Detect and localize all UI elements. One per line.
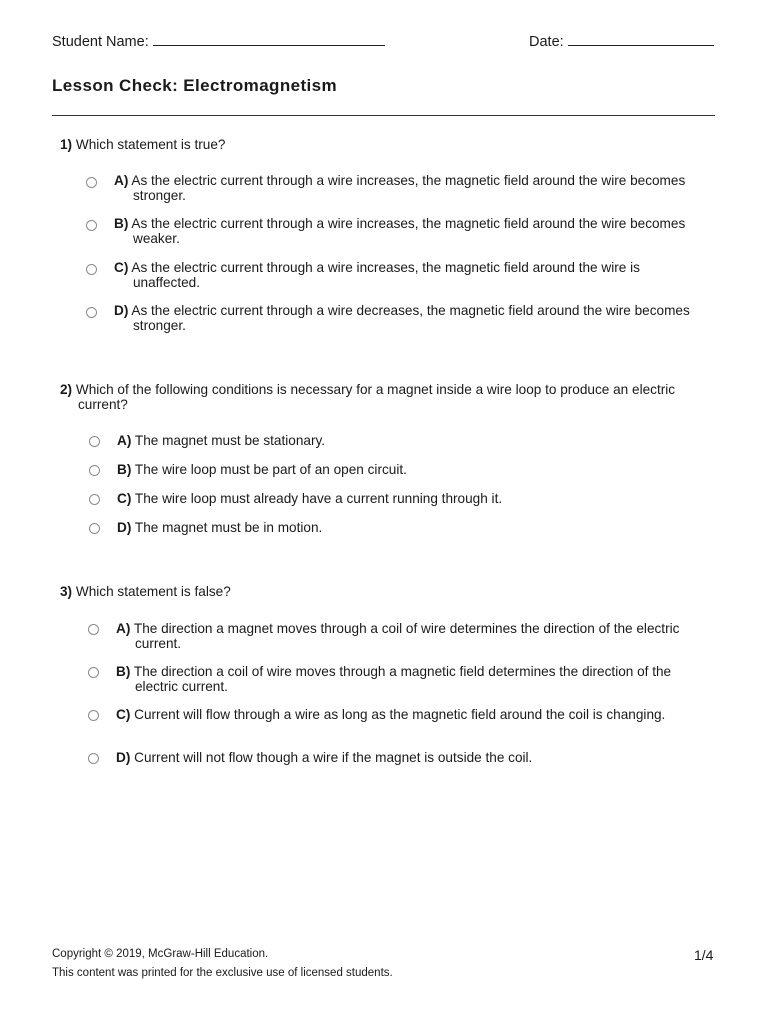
date-field[interactable] [568,31,714,46]
radio-q1-d[interactable] [86,307,97,318]
question-3 [60,584,710,599]
option-q1-a[interactable]: A) As the electric current through a wire increases, the magnetic field around the wire becomes stronger. [114,173,686,203]
option-q1-d[interactable]: D) As the electric current through a wire decreases, the magnetic field around the wire becomes stronger. [114,303,690,333]
option-q2-b[interactable]: B) The wire loop must be part of an open circuit. [117,462,407,477]
radio-q2-b[interactable] [89,465,100,476]
option-q3-b[interactable]: B) The direction a coil of wire moves through a magnetic field determines the direction of the electric current. [116,664,672,694]
radio-q3-d[interactable] [88,753,99,764]
page-number: 1/4 [694,947,714,963]
student-name-field[interactable] [153,31,385,46]
footer-copyright: Copyright © 2019, McGraw-Hill Education. [52,948,269,960]
radio-q2-d[interactable] [89,523,100,534]
option-q2-a[interactable]: A) The magnet must be stationary. [117,433,326,448]
radio-q3-b[interactable] [88,667,99,678]
radio-q1-a[interactable] [86,177,97,188]
option-q2-c[interactable]: C) The wire loop must already have a current running through it. [117,491,503,506]
radio-q2-a[interactable] [89,436,100,447]
option-q1-b[interactable]: B) As the electric current through a wire increases, the magnetic field around the wire becomes weaker. [114,216,686,246]
question-text: 3) Which statement is false? [60,584,231,599]
date-label: Date: [529,34,564,50]
question-1 [60,137,710,152]
date-row [529,31,714,50]
footer-printed-notice: This content was printed for the exclusive use of licensed students. [52,967,393,979]
radio-q3-c[interactable] [88,710,99,721]
title-divider [52,115,715,116]
student-name-row [52,31,385,50]
question-text: 2) Which of the following conditions is necessary for a magnet inside a wire loop to produce an electric current? [60,382,676,412]
option-q3-d[interactable]: D) Current will not flow though a wire if the magnet is outside the coil. [116,750,533,765]
option-q3-c[interactable]: C) Current will flow through a wire as long as the magnetic field around the coil is changing. [116,707,666,722]
radio-q1-b[interactable] [86,220,97,231]
radio-q3-a[interactable] [88,624,99,635]
option-q2-d[interactable]: D) The magnet must be in motion. [117,520,323,535]
student-name-label: Student Name: [52,34,149,50]
option-q1-c[interactable]: C) As the electric current through a wire increases, the magnetic field around the wire is unaffected. [114,260,640,290]
option-q3-a[interactable]: A) The direction a magnet moves through a coil of wire determines the direction of the electric current. [116,621,680,651]
question-text: 1) Which statement is true? [60,137,226,152]
page-title: Lesson Check: Electromagnetism [52,76,338,95]
radio-q1-c[interactable] [86,264,97,275]
radio-q2-c[interactable] [89,494,100,505]
question-2 [60,382,710,412]
